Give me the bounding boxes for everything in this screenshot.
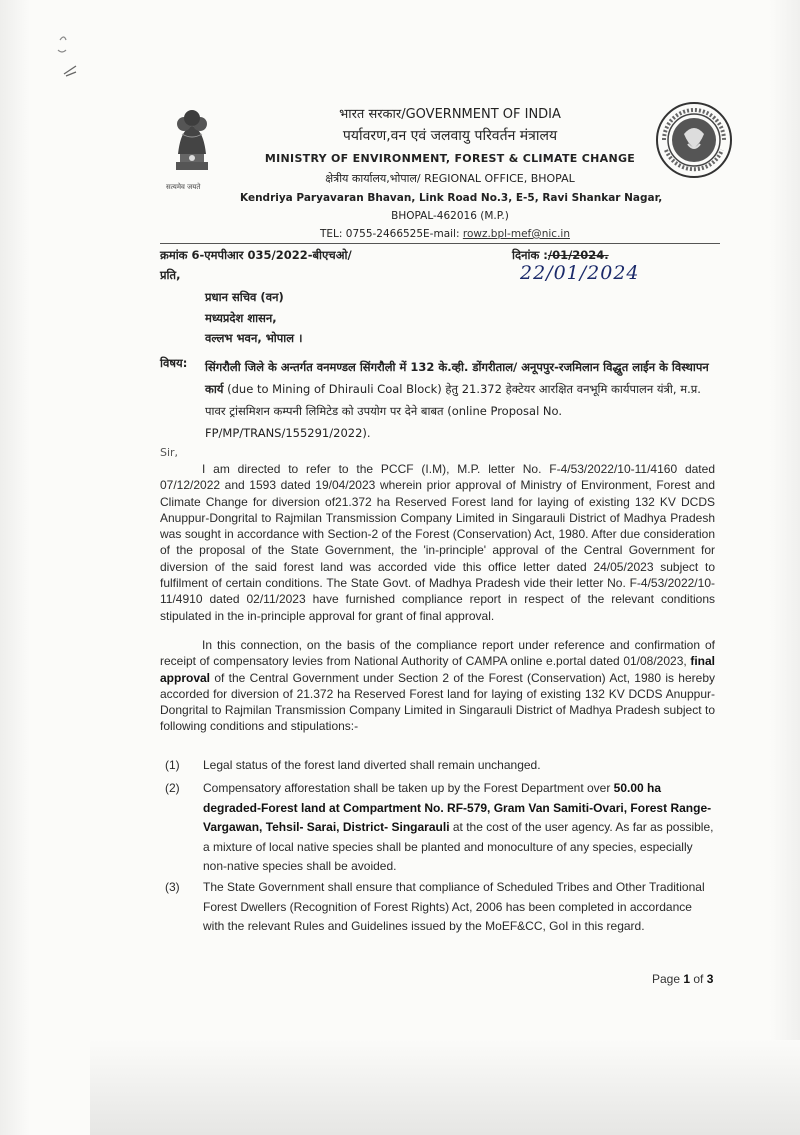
addressee-line-3: वल्लभ भवन, भोपाल । [205, 331, 303, 345]
condition-text [203, 779, 715, 877]
condition-number: (3) [165, 880, 180, 894]
subject-bold: सिंगरौली जिले के अन्तर्गत वनमण्डल सिंगरौली में 132 के.व्ही. डोंगरीताल/ अनूपपुर-रजमिलान विद्धुत लाईन के विस्थापन कार्य [205, 360, 709, 396]
header-ministry: MINISTRY OF ENVIRONMENT, FOREST & CLIMATE CHANGE [264, 152, 636, 165]
paragraph-2-bold: final approval [160, 654, 715, 685]
condition-text-a: Compensatory afforestation shall be taken up by the Forest Department over [203, 781, 614, 795]
header-regional-office: क्षेत्रीय कार्यालय,भोपाल/ REGIONAL OFFICE, BHOPAL [325, 172, 575, 185]
condition-number: (2) [165, 781, 180, 795]
scan-marks [52, 30, 112, 90]
header-government: भारत सरकार/GOVERNMENT OF INDIA [339, 107, 561, 122]
header-ministry-hindi: पर्यावरण,वन एवं जलवायु परिवर्तन मंत्रालय [342, 128, 558, 144]
condition-text: The State Government shall ensure that compliance of Scheduled Tribes and Other Traditional Forest Dwellers (Recognition of Forest Rights) Act, 2006 has been completed in accordance with the relevant Rules and Guidelines issued by the MoEF&CC, GoI in this regard. [203, 880, 705, 933]
date-label: दिनांक : [512, 248, 548, 262]
page-total: 3 [706, 972, 714, 986]
to-label: प्रति, [160, 268, 181, 282]
reference-number: क्रमांक 6-एमपीआर 035/2022-बीएचओ/ [160, 248, 352, 262]
national-emblem-icon [162, 100, 222, 190]
condition-text-bold: 50.00 ha degraded-Forest land at Compartment No. RF-579, Gram Van Samiti-Ovari, Forest Range- Vargawan, Tehsil- Sarai, District- Singarauli [203, 781, 712, 834]
page-of: of [690, 972, 707, 986]
header-email-link[interactable]: rowz.bpl-mef@nic.in [462, 228, 570, 240]
header-telephone: TEL: 0755-2466525E-mail: [320, 228, 460, 240]
emblem-motto: सत्यमेव जयते [166, 183, 201, 191]
page-current: 1 [683, 972, 691, 986]
subject-rest: (due to Mining of Dhirauli Coal Block) हेतु 21.372 हेक्टेयर आरक्षित वनभूमि कार्यपालन यंत्री, म.प्र. पावर ट्रांसमिशन कम्पनी लिमिटेड को उपयोग पर देने बाबत (online Proposal No. FP/MP/TRANS/155291/2022). [205, 382, 701, 440]
subject-label: विषय: [160, 356, 188, 370]
scan-shadow [90, 1040, 800, 1135]
addressee-line-2: मध्यप्रदेश शासन, [205, 311, 277, 325]
header-address: Kendriya Paryavaran Bhavan, Link Road No.3, E-5, Ravi Shankar Nagar, [240, 192, 663, 204]
salutation: Sir, [160, 446, 179, 459]
paragraph-2-b: of the Central Government under Section 2 of the Forest (Conservation) Act, 1980 is hereby accorded for diversion of 21.372 ha Reserved Forest land for laying of existing 132 KV DCDS Anuppur-Dongrital to Rajmilan Transmission Company Limited in Singarauli District of Madhya Pradesh subject to following conditions and stipulations:- [160, 670, 715, 734]
page-number [652, 972, 713, 986]
date-struck: /01/2024. [547, 248, 609, 262]
condition-text: Legal status of the forest land diverted shall remain unchanged. [203, 758, 541, 772]
page-prefix: Page [652, 972, 684, 986]
handwritten-date: 22/01/2024 [520, 262, 640, 284]
condition-number: (1) [165, 758, 180, 772]
date-field [512, 248, 609, 263]
addressee-line-1: प्रधान सचिव (वन) [205, 290, 284, 304]
paragraph-1: I am directed to refer to the PCCF (I.M), M.P. letter No. F-4/53/2022/10-11/4160 dated 07/12/2022 and 1593 dated 19/04/2023 wherein prior approval of Ministry of Environment, Forest and Climate Change for diversion of21.372 ha Reserved Forest land for laying of existing 132 KV DCDS Anuppur-Dongrital to Rajmilan Transmission Company Limited in Singarauli District of Madhya Pradesh was sought in accordance with Section-2 of the Forest (Conservation) Act, 1980. After due consideration of the proposal of the State Government, the 'in-principle' approval of the Central Government for diversion of the said forest land was accorded vide this office letter dated 24/05/2023 subject to fulfilment of certain conditions. The State Govt. of Madhya Pradesh vide their letter No. F-4/53/2022/10-11/4910 dated 02/11/2023 have furnished compliance report in respect of the relevant conditions stipulated in the in-principle approval for grant of final approval. [160, 462, 715, 623]
header-contact [320, 228, 570, 240]
paragraph-2 [160, 637, 715, 735]
condition-text-b: at the cost of the user agency. As far as possible, a mixture of local native species shall be planted and monoculture of any species, especially non-native species shall be avoided. [203, 820, 714, 873]
paragraph-2-a: In this connection, on the basis of the compliance report under reference and confirmation of receipt of compensatory levies from National Authority of CAMPA online e.portal dated 01/08/2023, [160, 638, 715, 669]
header-city: BHOPAL-462016 (M.P.) [391, 210, 509, 222]
subject-text [205, 356, 720, 444]
header-divider [160, 243, 720, 244]
